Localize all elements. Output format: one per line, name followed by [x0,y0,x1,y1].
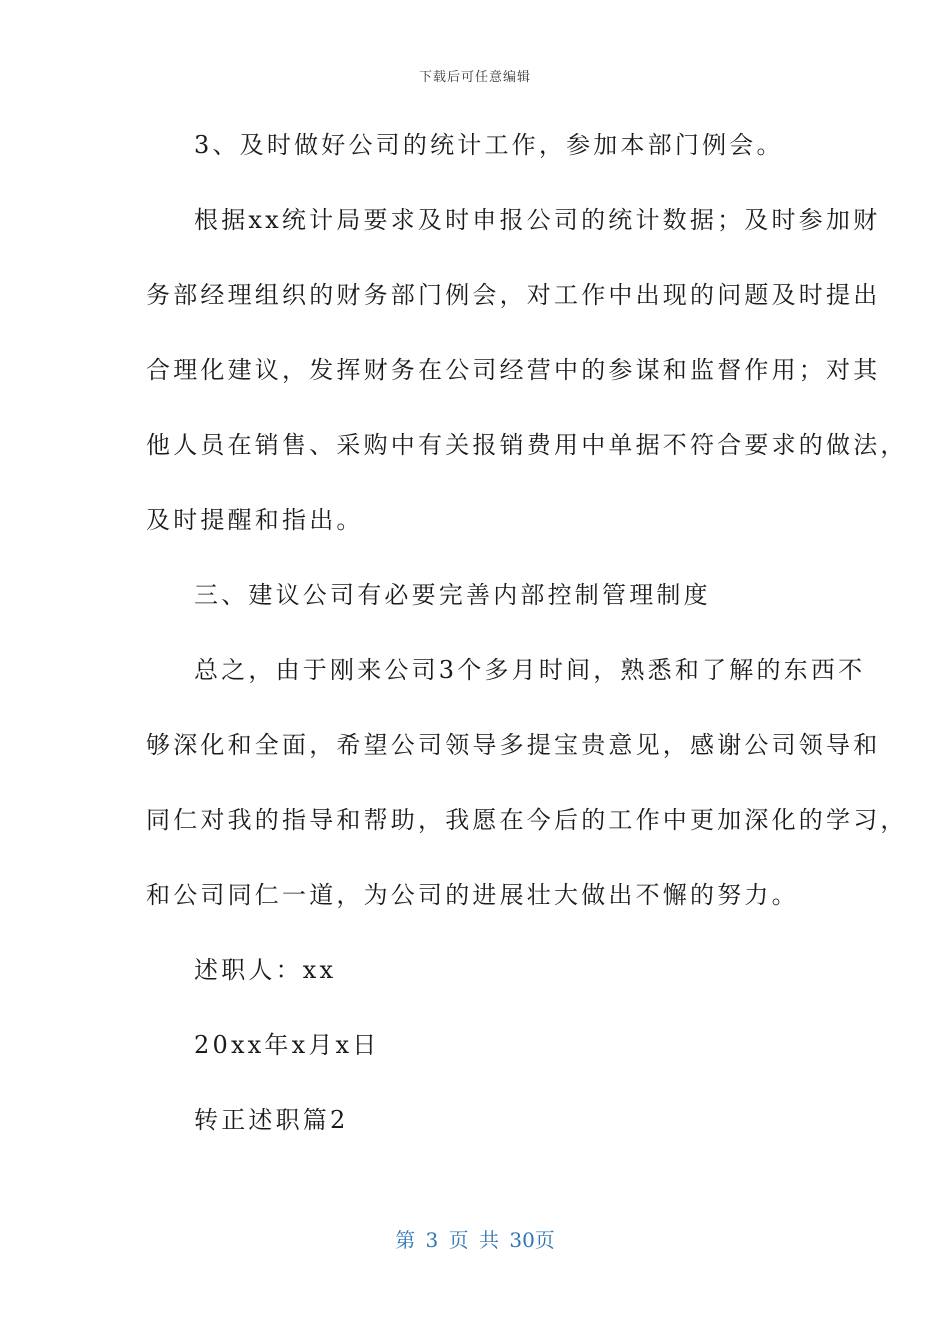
paragraph-line: 和公司同仁一道，为公司的进展壮大做出不懈的努力。 [146,881,799,909]
page-number-footer: 第 3 页 共 30页 [395,1228,555,1252]
paragraph-line: 3、及时做好公司的统计工作，参加本部门例会。 [194,131,784,159]
paragraph-line: 根据xx统计局要求及时申报公司的统计数据；及时参加财 [194,206,881,234]
date-line: 20xx年x月x日 [194,1031,380,1059]
page-header: 下载后可任意编辑 [418,70,531,85]
section-heading: 三、建议公司有必要完善内部控制管理制度 [194,581,711,609]
paragraph-line: 务部经理组织的财务部门例会，对工作中出现的问题及时提出 [146,281,881,309]
paragraph-line: 他人员在销售、采购中有关报销费用中单据不符合要求的做法， [146,431,908,459]
document-body [146,118,908,1168]
paragraph-line: 总之，由于刚来公司3个多月时间，熟悉和了解的东西不 [194,656,866,684]
paragraph-line: 合理化建议，发挥财务在公司经营中的参谋和监督作用；对其 [146,356,881,384]
paragraph-line: 够深化和全面，希望公司领导多提宝贵意见，感谢公司领导和 [146,731,881,759]
signature-line: 述职人：xx [194,956,337,984]
paragraph-line: 同仁对我的指导和帮助，我愿在今后的工作中更加深化的学习， [146,806,908,834]
paragraph-line: 及时提醒和指出。 [146,506,364,534]
section-title: 转正述职篇2 [194,1106,349,1134]
